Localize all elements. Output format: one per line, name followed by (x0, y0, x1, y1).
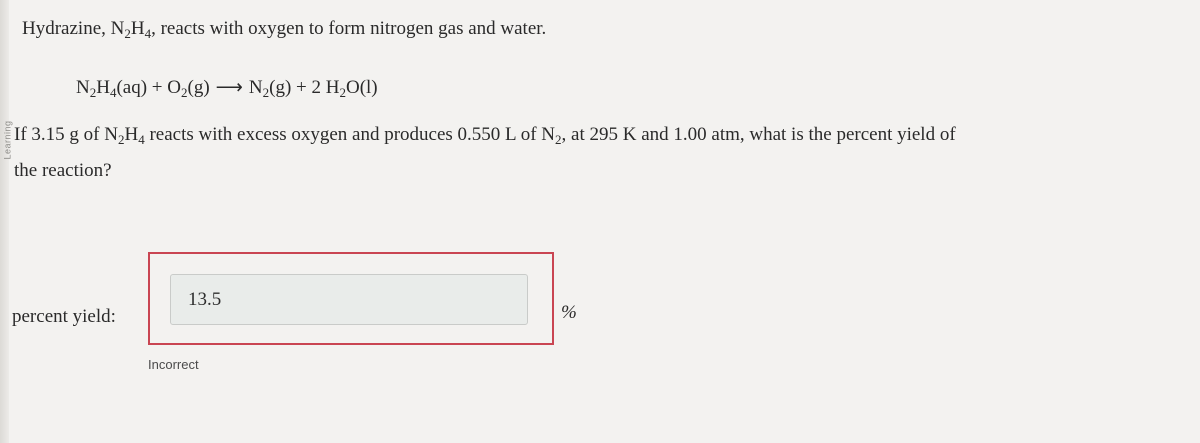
intro-subscript-2: 4 (144, 26, 152, 41)
question-text-line-2: the reaction? (14, 160, 112, 181)
eq-product1: N (248, 77, 263, 98)
percent-yield-label: percent yield: (12, 306, 116, 327)
eq-r2-sub: 2 (181, 85, 188, 100)
question-sub1: 2 (117, 132, 125, 147)
percent-yield-input[interactable]: 13.5 (170, 274, 528, 325)
chemical-equation (76, 76, 378, 99)
percent-unit: % (561, 302, 577, 323)
edge-watermark-text: Learning (2, 120, 13, 160)
eq-r1-state: (aq) + O (116, 77, 181, 98)
incorrect-feedback: Incorrect (148, 357, 199, 372)
eq-p1-state: (g) + 2 H (269, 77, 340, 98)
eq-r1-mid: H (96, 77, 110, 98)
eq-r1-sub1: 2 (89, 85, 97, 100)
question-part1: If 3.15 g of N (14, 124, 118, 145)
intro-suffix: , reacts with oxygen to form nitrogen gas and water. (151, 18, 547, 39)
question-text-line-1 (14, 124, 956, 146)
eq-p1-sub: 2 (262, 85, 270, 100)
eq-reactant1: N (76, 77, 90, 98)
intro-prefix: Hydrazine, N (22, 18, 125, 39)
eq-p2-sub: 2 (339, 85, 346, 100)
eq-r1-sub2: 4 (109, 85, 117, 100)
intro-text (22, 18, 546, 40)
left-edge-strip (0, 0, 13, 443)
question-part3: reacts with excess oxygen and produces 0.550 L of N (144, 124, 556, 145)
eq-p2-state: O(l) (345, 77, 378, 98)
intro-subscript-1: 2 (124, 26, 131, 41)
question-sub3: 2 (555, 132, 562, 147)
intro-mid: H (130, 18, 145, 39)
question-part2: H (124, 124, 139, 145)
question-sub2: 4 (138, 132, 145, 147)
question-part4: , at 295 K and 1.00 atm, what is the percent yield of (561, 124, 956, 145)
eq-r2-state: (g) (187, 77, 210, 98)
reaction-arrow-icon: ⟶ (215, 77, 243, 98)
